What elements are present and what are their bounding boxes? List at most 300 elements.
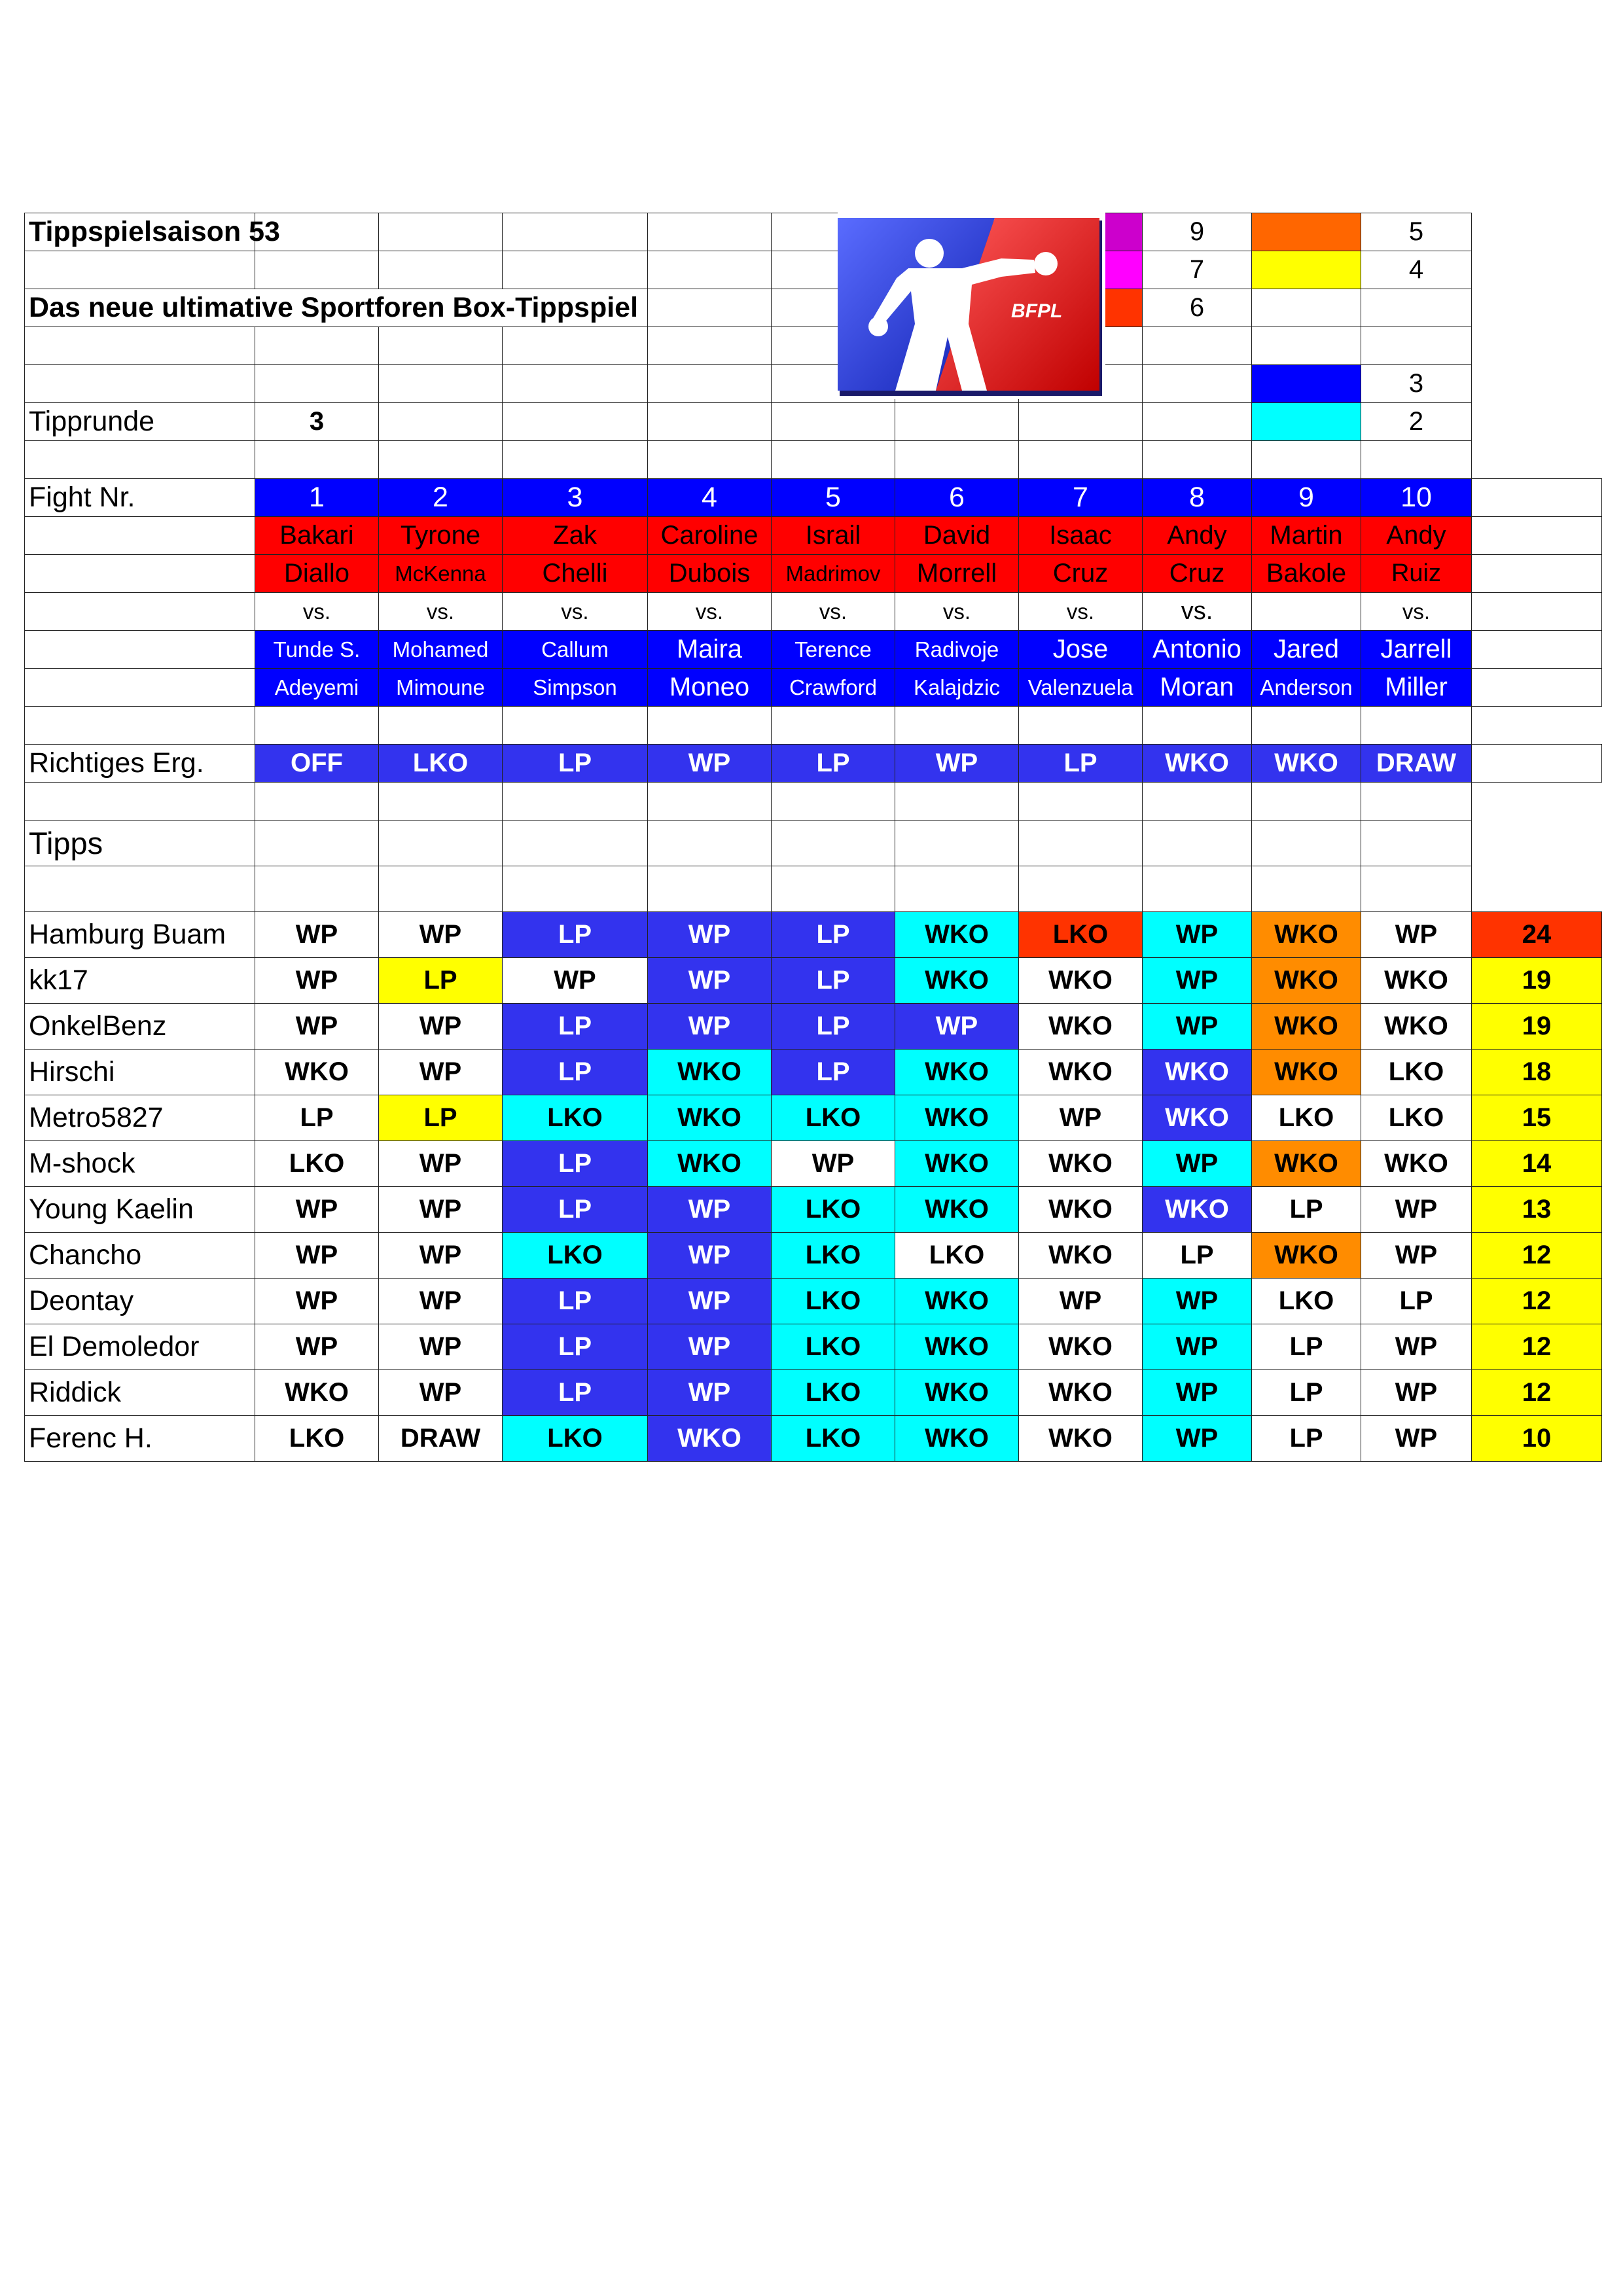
legend-swatch [1252,213,1361,251]
player-tip: LP [255,1095,379,1141]
empty-cell [648,783,772,821]
fighter-name: Cruz [1019,555,1143,593]
player-tip: LKO [772,1324,895,1370]
player-tip: WP [255,1187,379,1233]
vs-label: vs. [255,593,379,631]
player-tip: LP [1252,1370,1361,1416]
fight-number: 3 [503,479,648,517]
empty-cell [503,441,648,479]
fighter-name: Anderson [1252,669,1361,707]
empty-cell [503,866,648,912]
empty-cell [25,783,255,821]
empty-cell [503,327,648,365]
player-name: Deontay [25,1279,255,1324]
fighter-name: Martin [1252,517,1361,555]
fighter-name: Radivoje [895,631,1019,669]
sheet-subtitle: Das neue ultimative Sportforen Box-Tippspiel [25,289,648,327]
empty-cell [1019,707,1143,745]
player-score: 19 [1472,1004,1602,1050]
empty-cell [1472,745,1602,783]
player-tip: WKO [895,1279,1019,1324]
empty-cell [895,441,1019,479]
fighter-name: Moneo [648,669,772,707]
vs-label: vs. [1019,593,1143,631]
player-tip: WKO [1361,1004,1472,1050]
player-tip: WKO [895,912,1019,958]
empty-cell [25,517,255,555]
player-tip: WKO [895,958,1019,1004]
player-tip: WP [255,912,379,958]
empty-cell [1472,593,1602,631]
player-tip: WP [379,1004,503,1050]
empty-cell [648,821,772,866]
empty-cell [255,327,379,365]
empty-cell [1143,403,1252,441]
player-tip: LKO [772,1187,895,1233]
logo-text: BFPL [1011,300,1063,322]
player-tip: LP [503,1279,648,1324]
sheet-title: Tippspielsaison 53 [25,213,255,251]
fighter-name: Tunde S. [255,631,379,669]
tipps-label: Tipps [25,821,255,866]
tipping-table [24,213,1602,1462]
empty-cell [255,365,379,403]
player-score: 24 [1472,912,1602,958]
player-name: Hirschi [25,1050,255,1095]
empty-cell [255,821,379,866]
empty-cell [772,707,895,745]
empty-cell [1252,707,1361,745]
player-tip: WKO [1019,1324,1143,1370]
player-tip: LKO [1361,1095,1472,1141]
fighter-name: Mohamed [379,631,503,669]
empty-cell [648,707,772,745]
empty-cell [1252,289,1361,327]
empty-cell [1143,866,1252,912]
empty-cell [25,327,255,365]
vs-label: vs. [379,593,503,631]
player-tip: WKO [1019,1370,1143,1416]
empty-cell [895,707,1019,745]
player-tip: WP [1143,1324,1252,1370]
empty-cell [503,403,648,441]
player-tip: WP [648,1004,772,1050]
empty-cell [503,365,648,403]
player-tip: LKO [255,1416,379,1462]
fighter-name: Adeyemi [255,669,379,707]
empty-cell [1019,783,1143,821]
fighter-name: Crawford [772,669,895,707]
player-name: Young Kaelin [25,1187,255,1233]
player-tip: WKO [1019,1233,1143,1279]
fight-number: 10 [1361,479,1472,517]
player-tip: DRAW [379,1416,503,1462]
empty-cell [1019,821,1143,866]
player-tip: WP [1361,1324,1472,1370]
player-tip: LP [1252,1416,1361,1462]
fighter-name: Mimoune [379,669,503,707]
vs-label: vs. [895,593,1019,631]
player-tip: WP [648,912,772,958]
legend-swatch [1252,251,1361,289]
player-tip: WP [1019,1095,1143,1141]
result-value: OFF [255,745,379,783]
empty-cell [25,251,255,289]
player-tip: WP [379,1233,503,1279]
player-name: El Demoledor [25,1324,255,1370]
player-tip: LP [1252,1324,1361,1370]
fighter-name: Andy [1361,517,1472,555]
empty-cell [1143,327,1252,365]
player-score: 18 [1472,1050,1602,1095]
legend-value [1143,365,1252,403]
empty-cell [1472,631,1602,669]
empty-cell [379,251,503,289]
empty-cell [379,403,503,441]
empty-cell [1252,821,1361,866]
fight-number: 6 [895,479,1019,517]
empty-cell [379,213,503,251]
empty-cell [648,327,772,365]
legend-swatch [1252,365,1361,403]
player-tip: WP [1361,912,1472,958]
empty-cell [1143,783,1252,821]
player-name: OnkelBenz [25,1004,255,1050]
vs-label: vs. [772,593,895,631]
results-label: Richtiges Erg. [25,745,255,783]
vs-label [1252,593,1361,631]
empty-cell [25,631,255,669]
empty-cell [895,403,1019,441]
player-tip: WKO [648,1050,772,1095]
empty-cell [772,403,895,441]
empty-cell [255,707,379,745]
player-tip: WKO [1143,1095,1252,1141]
player-tip: LP [1143,1233,1252,1279]
player-score: 19 [1472,958,1602,1004]
player-tip: WP [1361,1370,1472,1416]
player-tip: WKO [255,1050,379,1095]
empty-cell [1252,783,1361,821]
player-tip: WP [379,1050,503,1095]
player-tip: WP [1143,1370,1252,1416]
player-tip: WP [379,1141,503,1187]
player-tip: LKO [1019,912,1143,958]
player-tip: WKO [895,1324,1019,1370]
empty-cell [648,289,772,327]
player-tip: WP [1143,958,1252,1004]
player-tip: WKO [895,1050,1019,1095]
player-tip: WP [648,1370,772,1416]
player-name: Chancho [25,1233,255,1279]
round-value: 3 [255,403,379,441]
player-score: 15 [1472,1095,1602,1141]
empty-cell [1252,327,1361,365]
fighter-name: David [895,517,1019,555]
player-tip: LKO [895,1233,1019,1279]
player-tip: WP [895,1004,1019,1050]
empty-cell [772,783,895,821]
player-tip: WP [1143,912,1252,958]
player-tip: WKO [895,1187,1019,1233]
player-tip: WP [648,1187,772,1233]
empty-cell [648,213,772,251]
empty-cell [379,441,503,479]
player-tip: LP [772,1050,895,1095]
empty-cell [25,441,255,479]
player-tip: WP [255,958,379,1004]
player-tip: LP [503,1187,648,1233]
player-tip: LP [503,1141,648,1187]
player-tip: WKO [895,1095,1019,1141]
player-tip: WP [648,1324,772,1370]
fighter-name: Bakole [1252,555,1361,593]
player-tip: WKO [648,1095,772,1141]
fighter-name: Ruiz [1361,555,1472,593]
result-value: WP [648,745,772,783]
empty-cell [1361,327,1472,365]
player-tip: LKO [503,1416,648,1462]
fighter-name: Jose [1019,631,1143,669]
fighter-name: Tyrone [379,517,503,555]
fight-number: 9 [1252,479,1361,517]
fighter-name: Chelli [503,555,648,593]
empty-cell [379,821,503,866]
legend-value: 7 [1143,251,1252,289]
player-tip: LKO [772,1370,895,1416]
player-tip: WKO [1143,1187,1252,1233]
player-tip: WP [255,1279,379,1324]
player-score: 12 [1472,1233,1602,1279]
player-tip: WP [1143,1004,1252,1050]
fighter-name: Jarrell [1361,631,1472,669]
player-tip: WP [1361,1233,1472,1279]
player-tip: LKO [1361,1050,1472,1095]
player-tip: LKO [255,1141,379,1187]
player-tip: WP [379,1324,503,1370]
player-tip: WP [648,1233,772,1279]
empty-cell [1143,821,1252,866]
empty-cell [1252,441,1361,479]
legend-value: 3 [1361,365,1472,403]
player-tip: LP [1252,1187,1361,1233]
player-name: kk17 [25,958,255,1004]
player-tip: WP [379,1370,503,1416]
empty-cell [1019,866,1143,912]
player-tip: WP [1019,1279,1143,1324]
player-score: 12 [1472,1370,1602,1416]
player-tip: WP [503,958,648,1004]
player-name: M-shock [25,1141,255,1187]
fight-number: 8 [1143,479,1252,517]
player-tip: LP [503,1370,648,1416]
legend-value: 5 [1361,213,1472,251]
result-value: WP [895,745,1019,783]
player-tip: WP [1143,1141,1252,1187]
empty-cell [895,821,1019,866]
empty-cell [1361,821,1472,866]
player-tip: LKO [772,1095,895,1141]
empty-cell [379,783,503,821]
fighter-name: Kalajdzic [895,669,1019,707]
result-value: WKO [1143,745,1252,783]
player-tip: WKO [1252,1004,1361,1050]
player-tip: LKO [772,1233,895,1279]
fight-label: Fight Nr. [25,479,255,517]
player-tip: WKO [648,1416,772,1462]
empty-cell [503,707,648,745]
fighter-name: Valenzuela [1019,669,1143,707]
player-tip: LP [1361,1279,1472,1324]
player-tip: WKO [1252,1050,1361,1095]
empty-cell [1472,479,1602,517]
empty-cell [1361,707,1472,745]
empty-cell [895,866,1019,912]
empty-cell [255,866,379,912]
fight-number: 7 [1019,479,1143,517]
result-value: WKO [1252,745,1361,783]
player-tip: WKO [1019,1416,1143,1462]
player-tip: WKO [1019,958,1143,1004]
player-tip: LKO [1252,1279,1361,1324]
fighter-name: Israil [772,517,895,555]
player-tip: LKO [1252,1095,1361,1141]
player-tip: WKO [1019,1187,1143,1233]
empty-cell [1143,707,1252,745]
empty-cell [379,365,503,403]
fighter-name: Jared [1252,631,1361,669]
empty-cell [648,441,772,479]
player-score: 13 [1472,1187,1602,1233]
result-value: LP [1019,745,1143,783]
empty-cell [503,783,648,821]
empty-cell [255,783,379,821]
player-score: 10 [1472,1416,1602,1462]
empty-cell [1019,403,1143,441]
vs-label: vs. [1361,593,1472,631]
fighter-name: Bakari [255,517,379,555]
empty-cell [1472,555,1602,593]
empty-cell [1361,783,1472,821]
player-tip: WKO [1361,958,1472,1004]
empty-cell [255,441,379,479]
empty-cell [503,213,648,251]
empty-cell [1019,441,1143,479]
player-tip: WKO [1361,1141,1472,1187]
player-tip: WKO [1252,1233,1361,1279]
player-tip: LP [772,1004,895,1050]
empty-cell [503,251,648,289]
legend-value: 2 [1361,403,1472,441]
player-tip: LP [772,912,895,958]
fighter-name: Simpson [503,669,648,707]
player-tip: WKO [1143,1050,1252,1095]
empty-cell [25,555,255,593]
empty-cell [772,821,895,866]
fight-number: 5 [772,479,895,517]
fighter-name: Diallo [255,555,379,593]
legend-value: 9 [1143,213,1252,251]
fighter-name: Moran [1143,669,1252,707]
empty-cell [1361,289,1472,327]
fighter-name: Zak [503,517,648,555]
empty-cell [1472,517,1602,555]
empty-cell [255,251,379,289]
fighter-name: Callum [503,631,648,669]
fighter-name: Terence [772,631,895,669]
player-name: Riddick [25,1370,255,1416]
legend-value: 6 [1143,289,1252,327]
player-tip: WP [1361,1416,1472,1462]
player-tip: WP [772,1141,895,1187]
legend-value: 4 [1361,251,1472,289]
fight-number: 1 [255,479,379,517]
player-tip: WKO [895,1370,1019,1416]
player-tip: LP [379,958,503,1004]
player-tip: WP [255,1324,379,1370]
player-score: 14 [1472,1141,1602,1187]
player-tip: LP [772,958,895,1004]
empty-cell [379,707,503,745]
empty-cell [772,866,895,912]
empty-cell [25,593,255,631]
result-value: DRAW [1361,745,1472,783]
player-tip: LP [503,1004,648,1050]
empty-cell [379,327,503,365]
result-value: LP [503,745,648,783]
empty-cell [1252,866,1361,912]
player-tip: WKO [1019,1141,1143,1187]
player-tip: WKO [1252,912,1361,958]
empty-cell [25,707,255,745]
player-tip: WKO [255,1370,379,1416]
player-name: Ferenc H. [25,1416,255,1462]
player-score: 12 [1472,1324,1602,1370]
player-tip: LKO [772,1416,895,1462]
player-tip: WKO [1252,1141,1361,1187]
player-name: Hamburg Buam [25,912,255,958]
player-tip: WKO [1252,958,1361,1004]
empty-cell [772,441,895,479]
player-tip: LKO [503,1233,648,1279]
player-tip: WP [1143,1416,1252,1462]
player-tip: WP [379,1187,503,1233]
fighter-name: Maira [648,631,772,669]
empty-cell [648,365,772,403]
fighter-name: Andy [1143,517,1252,555]
player-tip: WP [379,912,503,958]
player-tip: LP [503,912,648,958]
player-tip: LP [503,1324,648,1370]
player-score: 12 [1472,1279,1602,1324]
fighter-name: Miller [1361,669,1472,707]
player-tip: WKO [895,1416,1019,1462]
tipping-sheet [24,213,1602,1462]
empty-cell [25,866,255,912]
player-tip: LKO [772,1279,895,1324]
player-tip: LP [379,1095,503,1141]
empty-cell [1472,669,1602,707]
fighter-name: Cruz [1143,555,1252,593]
vs-label: vs. [503,593,648,631]
player-tip: WP [255,1233,379,1279]
empty-cell [25,365,255,403]
empty-cell [1361,441,1472,479]
result-value: LP [772,745,895,783]
fighter-name: Madrimov [772,555,895,593]
fighter-name: McKenna [379,555,503,593]
result-value: LKO [379,745,503,783]
